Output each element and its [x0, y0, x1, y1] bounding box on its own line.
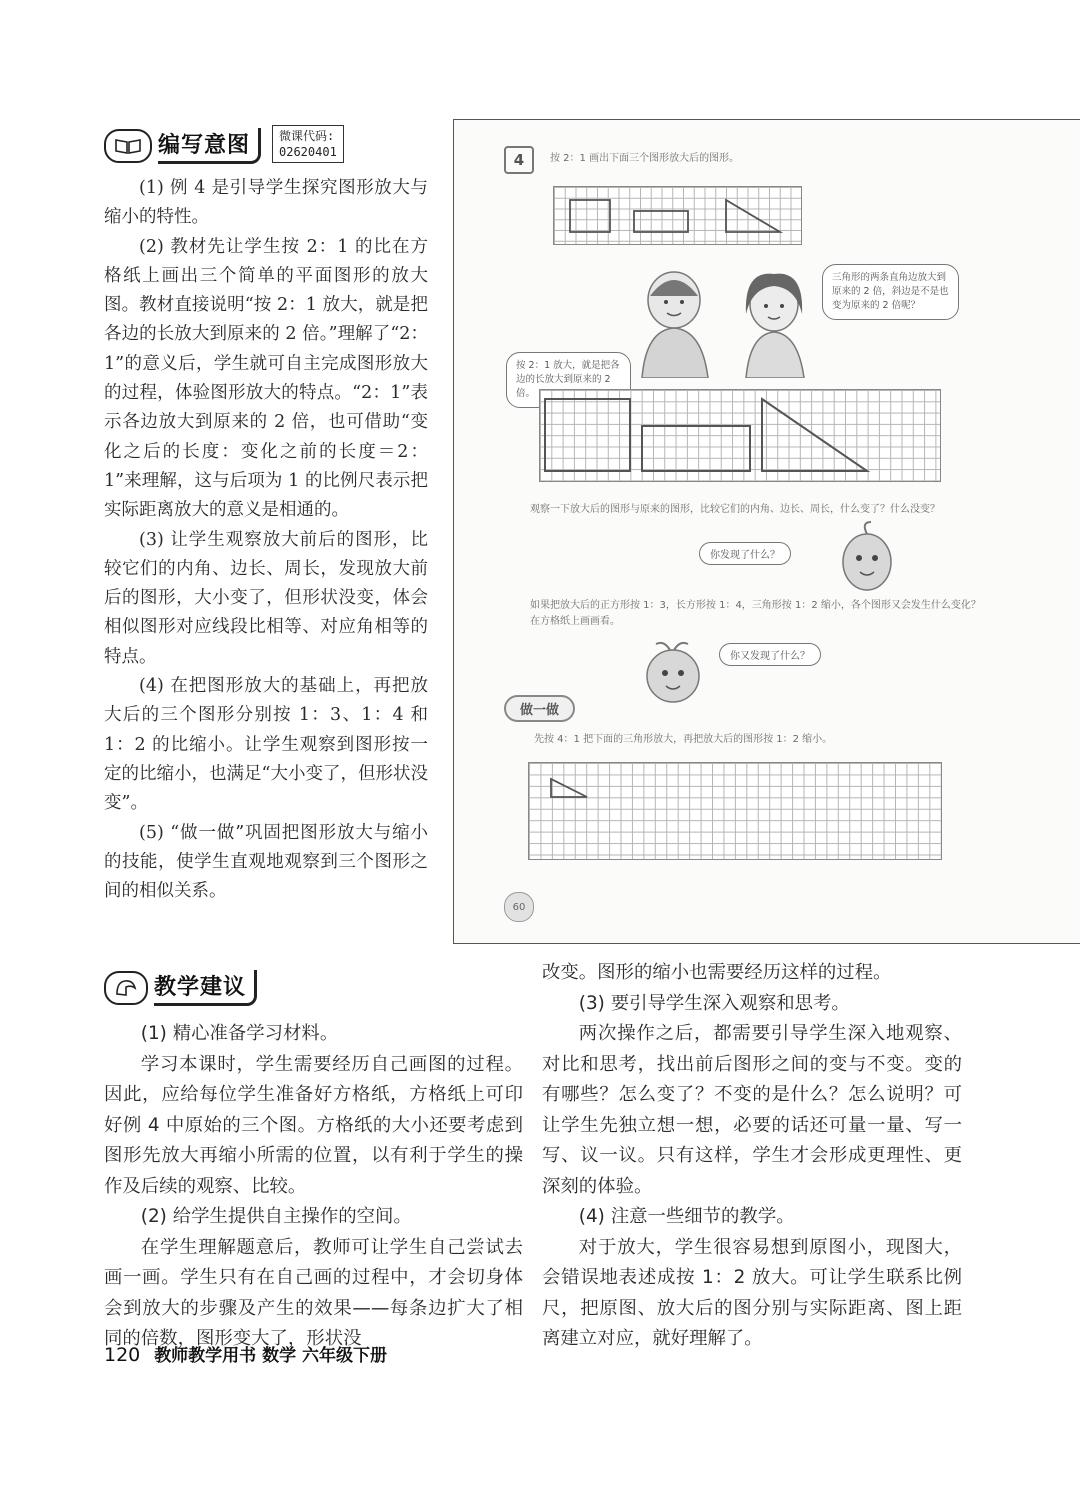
teaching-advice-left-column	[104, 1019, 523, 1355]
open-book-icon	[104, 129, 152, 163]
enlarged-square	[545, 399, 630, 471]
design-intent-text	[104, 174, 428, 906]
page-footer	[104, 1341, 387, 1366]
example-number-badge: 4	[504, 146, 534, 174]
girl-speech-bubble: 三角形的两条直角边放大到原来的 2 倍，斜边是不是也变为原来的 2 倍呢？	[822, 264, 959, 320]
teaching-advice-paragraph: 学习本课时，学生需要经历自己画图的过程。因此，应给每位学生准备好方格纸，方格纸上可印好例 4 中原始的三个图。方格纸的大小还要考虑到图形先放大再缩小所需的位置，以有利于学生的操作及后续的观察、比较。	[104, 1053, 523, 1197]
design-intent-paragraph: (3) 让学生观察放大前后的图形，比较它们的内角、边长、周长，发现放大前后的图形，大小变了，但形状没变，体会相似图形对应线段比相等、对应角相等的特点。	[104, 529, 428, 667]
boy-speech-bubble: 按 2：1 放大，就是把各边的长放大到原来的 2 倍。	[506, 352, 631, 408]
try-it-triangle	[551, 779, 587, 797]
design-intent-paragraph: (5) “做一做”巩固把图形放大与缩小的技能，使学生直观地观察到三个图形之间的相似关系。	[104, 822, 428, 902]
girl-figure	[746, 274, 804, 378]
teaching-advice-paragraph: (2) 给学生提供自主操作的空间。	[140, 1206, 412, 1227]
page-number: 120	[104, 1344, 141, 1366]
teaching-advice-paragraph: 在学生理解题意后，教师可让学生自己尝试去画一画。学生只有在自己画的过程中，才会切身体会到放大的步骤及产生的效果——每条边扩大了相同的倍数，图形变大了，形状没	[104, 1236, 523, 1349]
design-intent-paragraph: (4) 在把图形放大的基础上，再把放大后的三个图形分别按 1：3、1：4 和 1：2 的比缩小。让学生观察到图形按一定的比缩小，也满足“大小变了，但形状没变”。	[104, 676, 428, 814]
boy-figure	[642, 272, 708, 378]
teaching-advice-title: 教学建议	[154, 970, 257, 1006]
textbook-page-panel	[453, 119, 1080, 944]
try-it-grid	[528, 762, 942, 860]
teaching-advice-paragraph: 对于放大，学生很容易想到原图小，现图大，会错误地表述成按 1：2 放大。可让学生联系比例尺，把原图、放大后的图分别与实际距离、图上距离建立对应，就好理解了。	[542, 1236, 962, 1349]
try-it-instruction: 先按 4：1 把下面的三角形放大，再把放大后的图形按 1：2 缩小。	[534, 734, 833, 745]
teaching-advice-continuation: 改变。图形的缩小也需要经历这样的过程。	[542, 962, 892, 983]
original-square	[570, 200, 610, 232]
teaching-advice-header	[104, 970, 257, 1006]
original-rectangle	[634, 211, 688, 232]
design-intent-paragraph: (1) 例 4 是引导学生探究图形放大与缩小的特性。	[104, 178, 428, 228]
textbook-page-number: 60	[504, 892, 534, 922]
original-triangle	[726, 200, 780, 232]
teaching-advice-paragraph: (4) 注意一些细节的教学。	[578, 1206, 795, 1227]
find-speech-bubble: 你发现了什么？	[699, 542, 791, 565]
micro-lesson-code-box	[272, 125, 344, 163]
example-instruction: 按 2：1 画出下面三个图形放大后的图形。	[550, 153, 740, 164]
teaching-advice-paragraph: (3) 要引导学生深入观察和思考。	[578, 992, 850, 1014]
enlarged-shapes-grid	[539, 389, 941, 482]
book-title: 教师教学用书 数学 六年级下册	[154, 1346, 388, 1366]
design-intent-header	[104, 128, 261, 164]
original-shapes-grid	[553, 186, 802, 245]
design-intent-title: 编写意图	[158, 128, 261, 164]
students-illustration	[634, 268, 824, 378]
design-intent-paragraph: (2) 教材先让学生按 2：1 的比在方格纸上画出三个简单的平面图形的放大图。教材直接说明“按 2：1 放大，就是把各边的长放大到原来的 2 倍。”理解了“2：1”的意义后，学生就可自主完成图形放大的过程，体验图形放大的特点。“2：1”表示各边放大到原来的 2 倍，也可借助“变化之后的长度：变化之前的长度＝2：1”来理解，这与后项为 1 的比例尺表示把实际距离放大的意义是相通的。	[104, 236, 428, 521]
fruit-mascot-illustration	[836, 520, 898, 596]
try-it-label: 做一做	[504, 695, 575, 722]
observe-question: 观察一下放大后的图形与原来的图形，比较它们的内角、边长、周长，什么变了？什么没变？	[530, 504, 940, 515]
shrink-speech-bubble: 你又发现了什么？	[719, 643, 821, 666]
teaching-advice-right-column	[542, 958, 962, 1355]
micro-lesson-code-value: 02620401	[279, 145, 337, 159]
shrink-question: 如果把放大后的正方形按 1：3，长方形按 1：4，三角形按 1：2 缩小，各个图形又会发生什么变化？在方格纸上画画看。	[530, 600, 981, 627]
hand-icon	[104, 971, 148, 1005]
enlarged-rectangle	[642, 426, 750, 471]
micro-lesson-code-label: 微课代码:	[279, 129, 335, 143]
teaching-advice-paragraph: (1) 精心准备学习材料。	[140, 1023, 339, 1044]
apple-mascot-illustration	[640, 638, 710, 706]
teaching-advice-paragraph: 两次操作之后，都需要引导学生深入地观察、对比和思考，找出前后图形之间的变与不变。变的有哪些？怎么变了？不变的是什么？怎么说明？可让学生先独立想一想，必要的话还可量一量、写一写、议一议。只有这样，学生才会形成更理性、更深刻的体验。	[542, 1023, 962, 1197]
enlarged-triangle	[762, 399, 867, 471]
